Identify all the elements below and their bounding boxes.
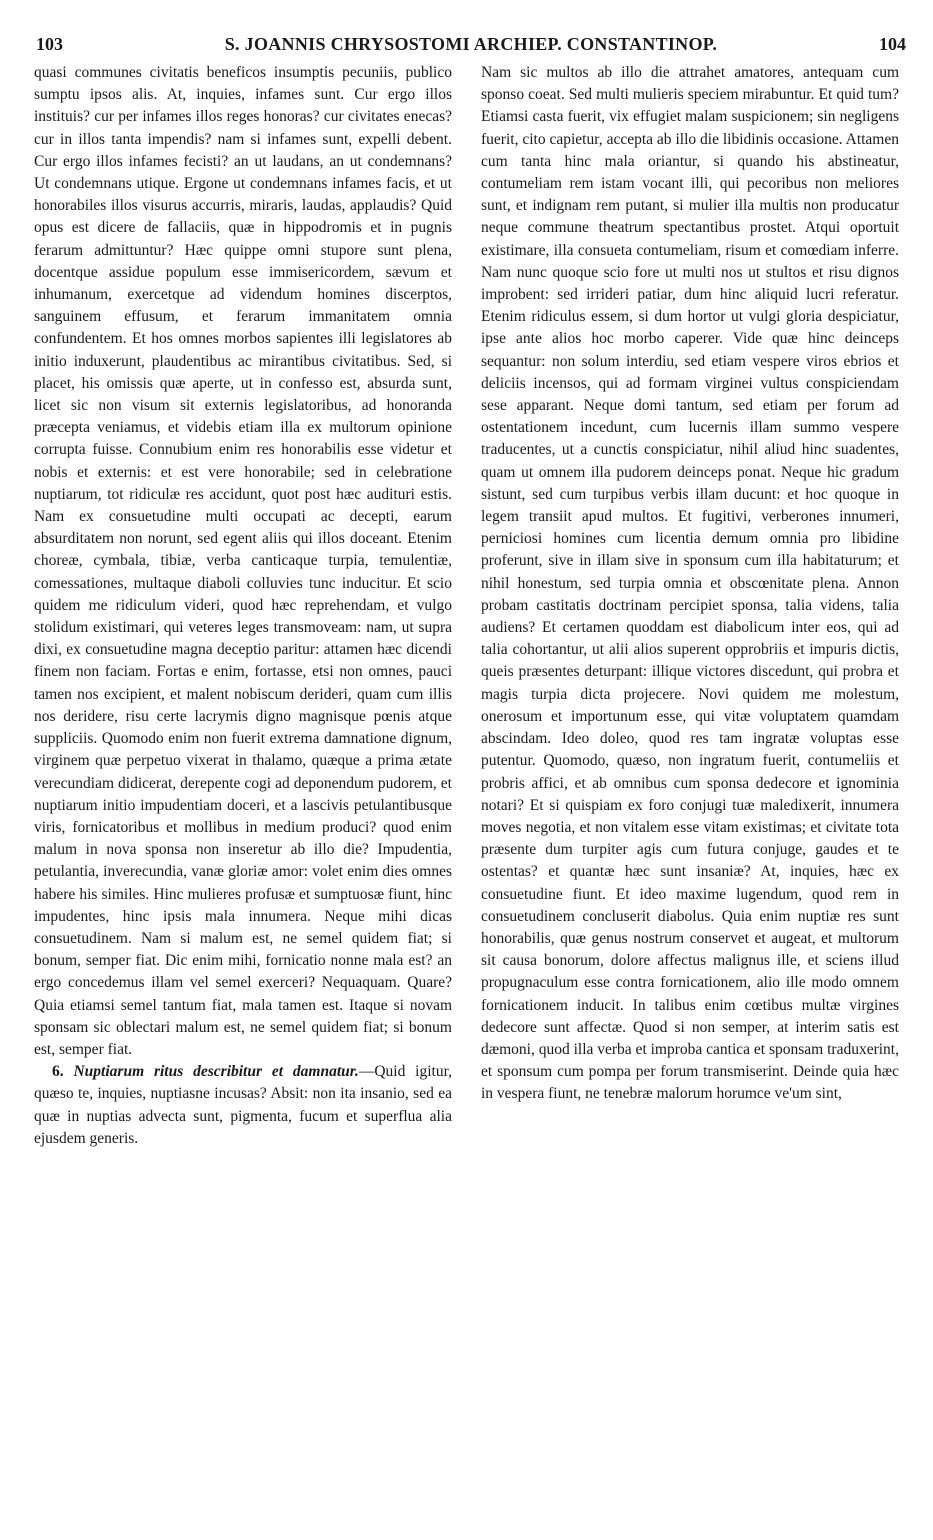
section-title: Nuptiarum ritus describitur et damnatur. xyxy=(73,1063,359,1081)
running-title: S. JOANNIS CHRYSOSTOMI ARCHIEP. CONSTANTINOP. xyxy=(224,34,718,54)
left-paragraph-2 xyxy=(34,1061,452,1150)
right-paragraph-1: Nam sic multos ab illo die attrahet amatores, antequam cum sponso coeat. Sed multi mulieris speciem mirabuntur. Et quid tum? Etiamsi casta fuerit, vix effugiet malam suspicionem; sin negligens fuerit, cito capietur, accepta ab illo die libidinis occasione. Attamen cum tanta hinc mala oriantur, si quando his abstineatur, contumeliam rem istam vocant illi, qui pecoribus non meliores sunt, et indignam rem putant, si mulier illa multis non producatur neque commune theatrum spectantibus prostet. Atqui oportuit existimare, illa consueta contumeliam, risum et comœdiam inferre. Nam nunc quoque scio fore ut multi nos ut stultos et risu dignos improbent: sed irrideri patiar, dum hinc aliquid lucri referatur. Etenim ridiculus essem, si dum hortor ut vulgi gloria despiciatur, ipse ante alios hoc morbo caperer. Vide quæ hinc deinceps sequantur: non solum interdiu, sed etiam vespere viros ebrios et deliciis incensos, qui ad formam virginei vultus conspiciendam sese apparant. Neque domi tantum, sed etiam per forum ad ostentationem incedunt, cum lucernis illam summo vespere traducentes, ut a cunctis conspiciatur, nihil aliud hinc suadentes, quam ut omnem illa pudorem deinceps ponat. Neque hic gradum sistunt, sed cum turpibus verbis illam ducunt: et hoc quoque in legem transiit apud multos. Et fugitivi, verberones innumeri, perniciosi homines cum licentia demum omnia pro libidine proferunt, sive in illam sive in sponsum cum illa habitaturum; et nihil honestum, sed turpia omnia et obscœnitate plena. Annon probam castitatis doctrinam percipiet sponsa, talia videns, talia audiens? Et certamen quoddam est diabolicum inter eos, qui ad talia cohortantur, ut alii alios superent opprobriis et impuris dictis, queis præsentes deturpant: illique victores discedunt, qui probra et magis turpia dicta projecere. Novi quidem me molestum, onerosum et importunum esse, qui vitæ voluptatem quamdam abscindam. Ideo doleo, quod res tam ingratæ voluptas esse putentur. Quomodo, quæso, non ingratum fuerit, contumeliis et probris affici, et ab omnibus cum sponsa dedecore et ignominia notari? Et si quispiam ex foro conjugi tuæ maledixerit, innumera moves negotia, et non vitalem esse vitam existimas; et civitate tota præsente dum turpiter agis cum futura conjuge, gaudes et te ostentas? et quantæ hæc sunt insaniæ? At, inquies, hæc ex consuetudine fiunt. Et ideo maxime lugendum, quod rem in consuetudinem concluserit diabolus. Quia enim nuptiæ res sunt honorabilis, quæ genus nostrum conservet et augeat, et multorum sit causa bonorum, dolore affectus malignus ille, et sciens illud propugnaculum esse contra fornicationem, alio ille modo omnem fornicationem inducit. In talibus enim cœtibus multæ virgines dedecore sunt affectæ. Quod si non semper, at interim satis est dæmoni, quod illa verba et improba cantica et sponsam traduxerint, et sponsum cum pompa per forum transmiserint. Deinde quia hæc in vespera fiunt, ne tenebræ malorum horumce ve'um sint, xyxy=(481,64,899,1103)
page-number-left: 103 xyxy=(36,34,63,54)
section-text: —Quid igitur, quæso te, inquies, nuptiasne incusas? Absit: non ita insanio, sed ea quæ in nuptias advecta sunt, pigmenta, fucum et superflua alia ejusdem generis. xyxy=(34,1063,452,1147)
left-column xyxy=(34,62,452,1532)
left-paragraph-1: quasi communes civitatis beneficos insumptis pecuniis, publico sumptu ipsos alis. At, inquies, infames sunt. Cur ergo illos instituis? cur per infames illos reges honoras? cur civitates enecas? cur in illos tanta impendis? nam si infames sunt, expelli debent. Cur ergo illos infames fecisti? an ut laudans, an ut condemnans? Ut condemnans utique. Ergone ut condemnans infames facis, et ut honorabiles illos visurus accurris, miraris, laudas, applaudis? Quid opus est dicere de fallaciis, quæ in hippodromis et in pugnis ferarum admittuntur? Hæc quippe omni stupore sunt plena, docentque assidue populum esse immisericordem, sævum et inhumanum, exercetque ad videndum homines discerptos, sanguinem effusum, et ferarum immanitatem omnia confundentem. Et hos omnes morbos sapientes illi legislatores ab initio induxerunt, plaudentibus ac mirantibus civitatibus. Sed, si placet, his omissis quæ aperte, ut in confesso est, absurda sunt, licet sic non visum sit externis legislatoribus, ad honoranda præcepta veniamus, et videbis etiam illa ex multorum opinione corrupta fuisse. Connubium enim res honorabilis esse videtur et nobis et externis: et est vere honorabile; sed in celebratione nuptiarum, tot ridiculæ res accidunt, quot post hæc audituri estis. Nam ex consuetudine multi occupati ac decepti, earum absurditatem non norunt, sed egent aliis qui illos doceant. Etenim choreæ, cymbala, tibiæ, verba canticaque turpia, temulentiæ, comessationes, multaque diaboli colluvies tunc inducitur. Et scio quidem me ridiculum videri, quod hæc reprehendam, et vulgo stolidum existimari, qui veteres leges transmoveam: nam, ut supra dixi, ex consuetudine magna deceptio paritur: attamen hæc dicendi finem non faciam. Fortas e enim, fortasse, etsi non omnes, pauci tamen nos excipient, et malent nobiscum derideri, quam cum illis nos deridere, risu certe lacrymis digno magnisque pœnis atque suppliciis. Quomodo enim non fuerit extrema damnatione dignum, virginem quæ perpetuo vixerat in thalamo, quæque a prima ætate verecundiam didicerat, derepente cogi ad deponendum pudorem, et nuptiarum initio impudentiam doceri, et a lascivis petulantibusque viris, fornicatoribus et mollibus in medium produci? quod enim malum in nova sponsa non inseretur ab illo die? Impudentia, petulantia, inverecundia, vanæ gloriæ amor: volet enim dies omnes habere his similes. Hinc mulieres profusæ et sumptuosæ fiunt, hinc impudentes, hinc ipsis mala innumera. Neque mihi dicas consuetudinem. Nam si malum est, ne semel quidem fiat; si bonum, semper fiat. Dic enim mihi, fornicatio nonne mala est? an ergo concedemus illam vel semel exerceri? Nequaquam. Quare? Quia etiamsi semel tantum fiat, mala tamen est. Itaque si novam sponsam sic oblectari malum est, ne semel quidem fiat; si bonum est, semper fiat. xyxy=(34,64,452,1058)
page-header xyxy=(36,34,906,60)
page-number-right: 104 xyxy=(879,34,906,54)
section-number: 6. xyxy=(52,1063,64,1081)
right-column xyxy=(481,62,899,1532)
